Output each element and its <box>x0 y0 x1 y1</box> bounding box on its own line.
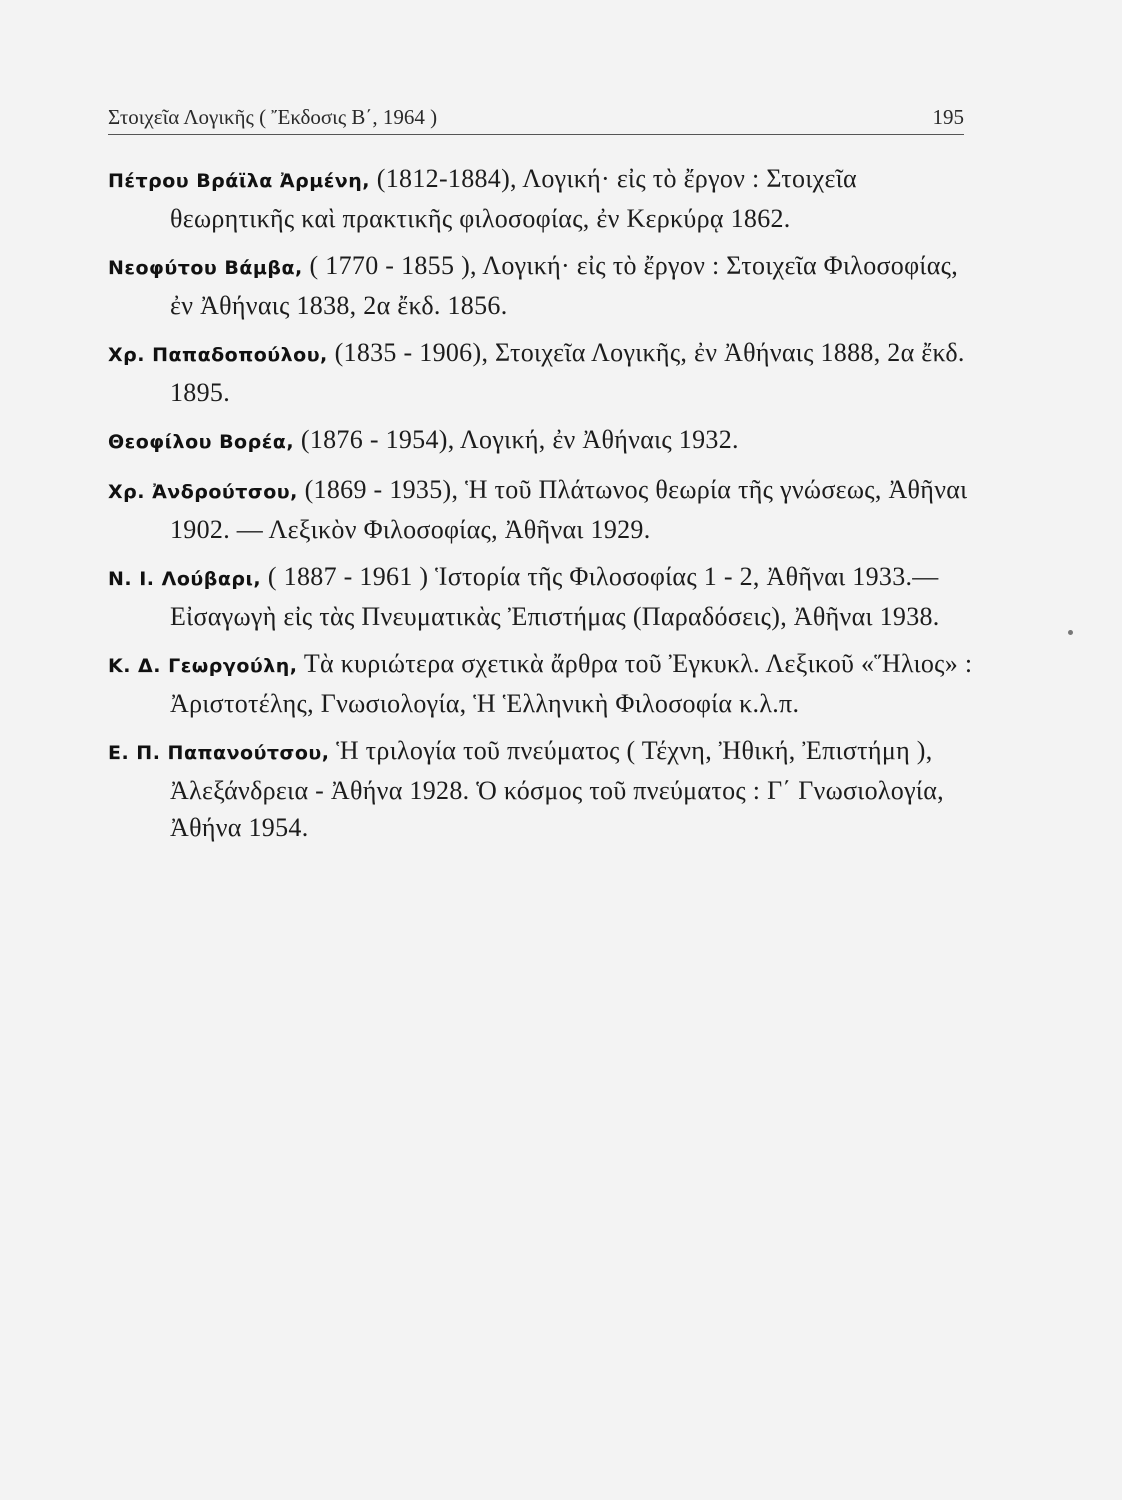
bibliography-entry <box>108 421 978 461</box>
entry-author: Ν. Ι. Λούβαρι, <box>108 568 262 590</box>
entry-author: Χρ. Ἀνδρούτσου, <box>108 481 298 503</box>
entry-text: (1876 - 1954), Λογική, ἐν Ἀθήναις 1932. <box>294 425 739 454</box>
entry-text: (1835 - 1906), Στοιχεῖα Λογικῆς, ἐν Ἀθήναις 1888, 2α ἔκδ. 1895. <box>170 338 965 407</box>
bibliography-list <box>108 160 978 856</box>
bibliography-entry <box>108 558 978 635</box>
bibliography-entry <box>108 334 978 411</box>
entry-text: ( 1887 - 1961 ) Ἱστορία τῆς Φιλοσοφίας 1 - 2, Ἀθῆναι 1933.— Εἰσαγωγὴ εἰς τὰς Πνευματικὰς Ἐπιστήμας (Παραδόσεις), Ἀθῆναι 1938. <box>170 562 940 631</box>
entry-text: Τὰ κυριώτερα σχετικὰ ἄρθρα τοῦ Ἐγκυκλ. Λεξικοῦ «Ἥλιος» : Ἀριστοτέλης, Γνωσιολογία, Ἡ Ἑλληνικὴ Φιλοσοφία κ.λ.π. <box>170 649 973 718</box>
page-number: 195 <box>932 105 964 129</box>
entry-author: Θεοφίλου Βορέα, <box>108 431 295 453</box>
bibliography-entry <box>108 471 978 548</box>
bibliography-entry <box>108 645 978 722</box>
bibliography-entry <box>108 732 978 846</box>
entry-author: Χρ. Παπαδοπούλου, <box>108 344 328 366</box>
entry-text: ( 1770 - 1855 ), Λογική· εἰς τὸ ἔργον : Στοιχεῖα Φιλοσοφίας, ἐν Ἀθήναις 1838, 2α ἔκδ. 1856. <box>170 251 959 320</box>
entry-author: Πέτρου Βράϊλα Ἀρμένη, <box>108 170 370 192</box>
entry-author: Ε. Π. Παπανούτσου, <box>108 742 330 764</box>
entry-text: (1812-1884), Λογική· εἰς τὸ ἔργον : Στοιχεῖα θεωρητικῆς καὶ πρακτικῆς φιλοσοφίας, ἐν Κερκύρᾳ 1862. <box>170 164 857 233</box>
header-rule <box>108 134 964 135</box>
bibliography-entry <box>108 247 978 324</box>
entry-author: Νεοφύτου Βάμβα, <box>108 257 303 279</box>
entry-author: Κ. Δ. Γεωργούλη, <box>108 655 298 677</box>
ink-speck <box>1068 630 1073 635</box>
bibliography-entry <box>108 160 978 237</box>
entry-text: Ἡ τριλογία τοῦ πνεύματος ( Τέχνη, Ἠθική, Ἐπιστήμη ), Ἀλεξάνδρεια - Ἀθήνα 1928. Ὁ κόσμος τοῦ πνεύματος : Γ΄ Γνωσιολογία, Ἀθήνα 1954. <box>170 736 944 842</box>
entry-text: (1869 - 1935), Ἡ τοῦ Πλάτωνος θεωρία τῆς γνώσεως, Ἀθῆναι 1902. — Λεξικὸν Φιλοσοφίας, Ἀθῆναι 1929. <box>170 475 968 544</box>
running-header <box>108 96 964 130</box>
running-title: Στοιχεῖα Λογικῆς ( Ἔκδοσις Β΄, 1964 ) <box>108 105 438 129</box>
